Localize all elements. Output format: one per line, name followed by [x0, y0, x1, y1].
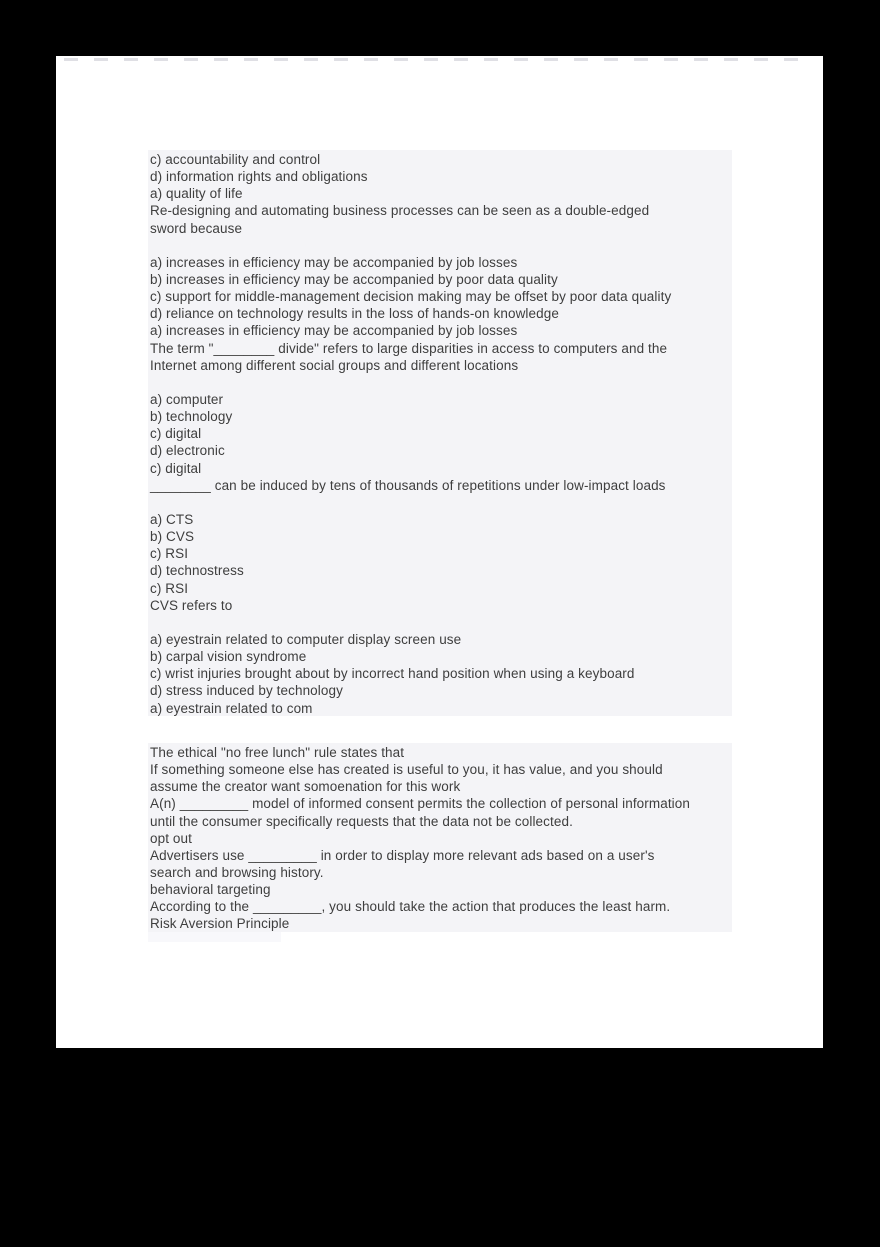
- text-line: search and browsing history.: [150, 864, 324, 880]
- text-line: CVS refers to: [150, 597, 233, 613]
- text-line: c) RSI: [150, 580, 189, 596]
- text-line: until the consumer specifically requests that the data not be collected.: [150, 813, 573, 829]
- text-line: b) CVS: [150, 529, 195, 545]
- highlighted-question-block-1: [148, 150, 732, 716]
- text-line: a) quality of life: [150, 186, 243, 202]
- text-line: c) RSI: [150, 546, 189, 562]
- text-line: Advertisers use _________ in order to display more relevant ads based on a user's: [150, 847, 655, 863]
- text-line: [150, 237, 732, 254]
- text-line: d) electronic: [150, 443, 225, 459]
- text-line: The ethical "no free lunch" rule states that: [150, 745, 405, 760]
- text-line: a) increases in efficiency may be accompanied by job losses: [150, 254, 518, 270]
- text-line: Internet among different social groups and different locations: [150, 357, 519, 373]
- text-line: a) eyestrain related to computer display screen use: [150, 631, 462, 647]
- text-line: ________ can be induced by tens of thousands of repetitions under low-impact loads: [150, 477, 666, 493]
- text-line: Re-designing and automating business processes can be seen as a double-edged: [150, 203, 650, 219]
- text-line: opt out: [150, 830, 192, 846]
- text-line: c) accountability and control: [150, 152, 321, 167]
- text-line: c) digital: [150, 426, 202, 442]
- text-line: If something someone else has created is useful to you, it has value, and you should: [150, 762, 663, 778]
- text-line: d) information rights and obligations: [150, 169, 368, 185]
- text-line: [150, 494, 732, 511]
- text-line: behavioral targeting: [150, 882, 271, 898]
- text-line: d) reliance on technology results in the loss of hands-on knowledge: [150, 306, 559, 322]
- text-line: b) technology: [150, 409, 233, 425]
- page-edge-perforation: [64, 58, 814, 61]
- text-line: A(n) _________ model of informed consent permits the collection of personal information: [150, 796, 690, 812]
- text-line: [150, 374, 732, 391]
- text-line: a) CTS: [150, 511, 194, 527]
- text-line: d) technostress: [150, 563, 244, 579]
- text-line: c) digital: [150, 460, 202, 476]
- text-line: b) increases in efficiency may be accompanied by poor data quality: [150, 271, 558, 287]
- highlight-tail-strip: [148, 932, 281, 942]
- text-line: d) stress induced by technology: [150, 683, 343, 699]
- text-line: a) computer: [150, 391, 224, 407]
- text-line: b) carpal vision syndrome: [150, 649, 307, 665]
- text-line: According to the _________, you should take the action that produces the least harm.: [150, 899, 671, 915]
- highlighted-question-block-2: [148, 743, 732, 932]
- text-line: a) eyestrain related to com: [150, 700, 313, 716]
- text-line: sword because: [150, 220, 243, 236]
- text-line: c) support for middle-management decision making may be offset by poor data quality: [150, 289, 672, 305]
- text-line: Risk Aversion Principle: [150, 916, 290, 932]
- text-line: a) increases in efficiency may be accompanied by job losses: [150, 323, 518, 339]
- document-page: [56, 56, 823, 1048]
- text-line: The term "________ divide" refers to large disparities in access to computers and the: [150, 340, 668, 356]
- text-line: assume the creator want somoenation for this work: [150, 779, 461, 795]
- text-line: c) wrist injuries brought about by incorrect hand position when using a keyboard: [150, 666, 635, 682]
- text-line: [150, 614, 732, 631]
